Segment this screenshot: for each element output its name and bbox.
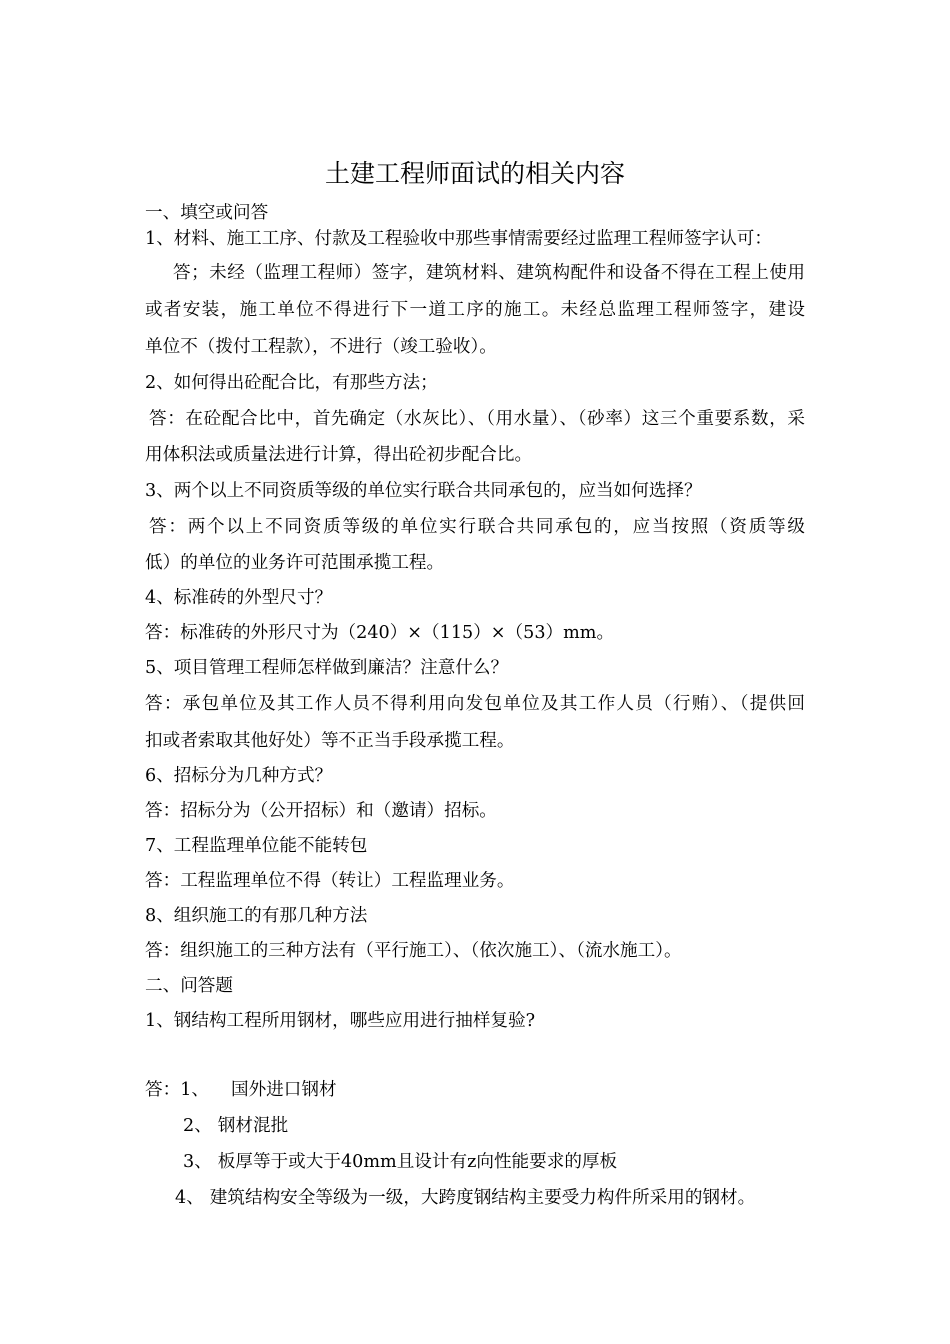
section-heading-2: 二、问答题: [145, 976, 233, 996]
answer-2-line-1: 答：在砼配合比中，首先确定（水灰比）、（用水量）、（砂率）这三个重要系数，采: [149, 409, 805, 429]
answer-2-line-2: 用体积法或质量法进行计算，得出砼初步配合比。: [145, 445, 533, 465]
answer-5-line-1: 答：承包单位及其工作人员不得利用向发包单位及其工作人员（行贿）、（提供回: [145, 694, 805, 714]
answer-item-number: 4、: [175, 1188, 204, 1208]
answer-5-line-2: 扣或者索取其他好处）等不正当手段承揽工程。: [145, 731, 515, 751]
answer-lead: 答：1、: [145, 1080, 209, 1100]
answer-item-number: 3、: [183, 1152, 212, 1172]
question-3: 3、两个以上不同资质等级的单位实行联合共同承包的，应当如何选择？: [145, 481, 702, 501]
answer-1-line-2: 或者安装，施工单位不得进行下一道工序的施工。未经总监理工程师签字，建设: [145, 300, 805, 320]
answer-7: 答：工程监理单位不得（转让）工程监理业务。: [145, 871, 515, 891]
answer-6: 答：招标分为（公开招标）和（邀请）招标。: [145, 801, 497, 821]
answer-item-text: 建筑结构安全等级为一级，大跨度钢结构主要受力构件所采用的钢材。: [209, 1188, 756, 1208]
answer-1-line-3: 单位不（拨付工程款），不进行（竣工验收）。: [145, 337, 497, 357]
question-2: 2、如何得出砼配合比，有那些方法；: [145, 373, 438, 393]
answer-list-item-4: [175, 1185, 755, 1211]
section-heading-1: 一、填空或问答: [145, 203, 269, 223]
answer-list-item-1: [145, 1077, 337, 1103]
essay-question-1: 1、钢结构工程所用钢材，哪些应用进行抽样复验?: [145, 1011, 536, 1031]
answer-list-item-2: [183, 1113, 288, 1139]
answer-item-text: 钢材混批: [217, 1116, 289, 1136]
question-5: 5、项目管理工程师怎样做到廉洁？注意什么？: [145, 658, 509, 678]
question-6: 6、招标分为几种方式？: [145, 766, 333, 786]
answer-8: 答：组织施工的三种方法有（平行施工）、（依次施工）、（流水施工）。: [145, 941, 682, 961]
question-1: 1、材料、施工工序、付款及工程验收中那些事情需要经过监理工程师签字认可：: [145, 229, 772, 249]
answer-list-item-3: [183, 1149, 617, 1175]
question-8: 8、组织施工的有那几种方法: [145, 906, 368, 926]
question-7: 7、工程监理单位能不能转包: [145, 836, 368, 856]
answer-item-text: 国外进口钢材: [230, 1080, 337, 1100]
question-4: 4、标准砖的外型尺寸？: [145, 588, 333, 608]
page-title: 土建工程师面试的相关内容: [324, 159, 625, 188]
answer-item-text: 板厚等于或大于40mm且设计有z向性能要求的厚板: [217, 1152, 618, 1172]
answer-4: 答：标准砖的外形尺寸为（240）×（115）×（53）mm。: [145, 623, 615, 643]
answer-3-line-2: 低）的单位的业务许可范围承揽工程。: [145, 553, 445, 573]
answer-item-number: 2、: [183, 1116, 212, 1136]
answer-1-line-1: 答；未经（监理工程师）签字，建筑材料、建筑构配件和设备不得在工程上使用: [173, 263, 805, 283]
answer-3-line-1: 答：两个以上不同资质等级的单位实行联合共同承包的，应当按照（资质等级: [149, 517, 805, 537]
